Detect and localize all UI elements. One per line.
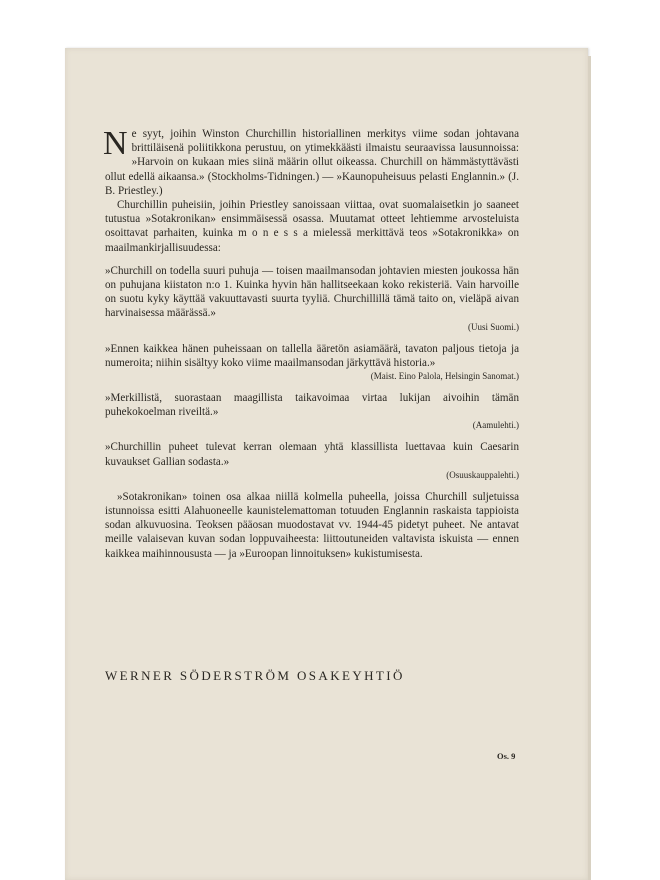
quote-text: »Churchillin puheet tulevat kerran olemaan yhtä klassillista luettavaa kuin Caesarin kuvaukset Gallian sodasta.» xyxy=(105,441,519,468)
review-quote xyxy=(105,391,519,431)
quote-text: »Ennen kaikkea hänen puheissaan on tallella ääretön asiamäärä, tavaton paljous tietoja ja numeroita; niihin sisältyy koko viime maailmansodan järkyttävä historia.» xyxy=(105,342,519,369)
quote-source: (Maist. Eino Palola, Helsingin Sanomat.) xyxy=(370,371,519,382)
blurb-text xyxy=(105,127,519,561)
closing-paragraph: »Sotakronikan» toinen osa alkaa niillä kolmella puheella, joissa Churchill suljetuissa istunnoissa esitti Alahuoneelle kaunistelemattoman totuuden Englannin raskaista tappioista sodan alkuvuosina. Teoksen pääosan muodostavat vv. 1944-45 pidetyt puheet. Ne antavat meille valaisevan kuvan sodan loppuvaiheesta: liittoutuneiden valtavista iskuista — ennen kaikkea maihinnoususta — ja »Euroopan linnoituksen» kukistumisesta. xyxy=(105,490,519,560)
review-quote xyxy=(105,440,519,480)
catalog-code: Os. 9 xyxy=(497,751,516,761)
book-page-edge xyxy=(588,56,591,880)
quote-text: »Churchill on todella suuri puhuja — toisen maailmansodan johtavien miesten joukossa hän on puhujana kiistaton n:o 1. Kuinka hyvin hän hallitseekaan koko rekisteriä. Vain harvoille on suotu kyky käyttää vakuuttavasti suurta tyyliä. Churchillillä tämä taito on, vieläpä aivan harvinaisessa määrässä.» xyxy=(105,264,519,320)
quote-source: (Osuuskauppalehti.) xyxy=(446,469,519,480)
review-intro-paragraph: Churchillin puheisiin, joihin Priestley sanoissaan viittaa, ovat suomalaisetkin jo saaneet tutustua »Sotakronikan» ensimmäisessä osassa. Muutamat otteet lehtiemme arvosteluista osoittavat parhaiten, kuinka m o n e s s a mielessä merkittävä teos »Sotakronikka» on maailmankirjallisuudessa: xyxy=(105,199,519,254)
publisher-name: WERNER SÖDERSTRÖM OSAKEYHTIÖ xyxy=(105,668,405,683)
review-quote xyxy=(105,342,519,382)
review-quote xyxy=(105,264,519,333)
quote-source: (Uusi Suomi.) xyxy=(467,321,519,332)
intro-text: e syyt, joihin Winston Churchillin historiallinen merkitys viime sodan johtavana brittiläisenä poliitikkona perustuu, on ytimekkäästi ilmaistu seuraavissa lausunnoissa: »Harvoin on kukaan mies siinä määrin ollut oikeassa. Churchill on hämmästyttävästi ollut edellä aikaansa.» (Stockholms-Tidningen.) — »Kaunopuheisuus pelasti Englannin.» (J. B. Priestley.) xyxy=(105,128,519,197)
quote-source: (Aamulehti.) xyxy=(472,420,519,431)
quote-text: »Merkillistä, suorastaan maagillista taikavoimaa virtaa lukijan aivoihin tämän puhekokoelman riveiltä.» xyxy=(105,392,519,419)
intro-paragraph xyxy=(105,127,519,198)
drop-cap: N xyxy=(103,125,128,162)
